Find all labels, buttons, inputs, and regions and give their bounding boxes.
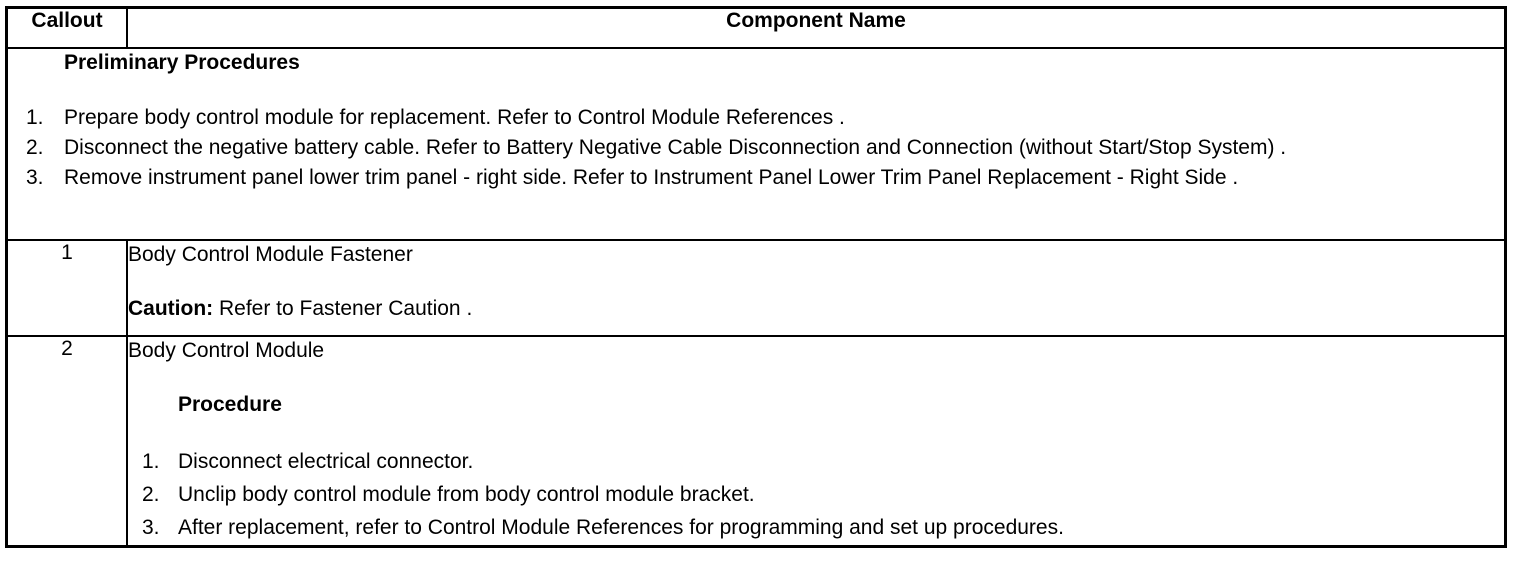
preliminary-title: Preliminary Procedures [64,51,300,74]
caution-text: Refer to Fastener Caution . [213,297,473,320]
step-text: Unclip body control module from body control module bracket. [178,483,755,506]
step-text: Disconnect electrical connector. [178,450,474,473]
table-row [7,240,1506,336]
preliminary-cell [7,48,1506,240]
callout-number: 2 [7,336,128,547]
step-number: 3. [142,516,160,539]
procedure-steps [128,445,1504,544]
step-number: 1. [26,106,44,129]
component-cell [127,336,1506,547]
preliminary-steps [8,103,1504,193]
caution-note [128,295,1504,323]
list-item [128,511,1504,544]
step-number: 2. [142,483,160,506]
list-item [8,133,1504,163]
preliminary-row [7,48,1506,240]
list-item [128,478,1504,511]
component-cell [127,240,1506,336]
table-row [7,336,1506,547]
table-header-row [7,8,1506,49]
list-item [128,445,1504,478]
component-name: Body Control Module Fastener [128,243,413,266]
step-number: 1. [142,450,160,473]
component-name: Body Control Module [128,339,325,362]
step-text: Remove instrument panel lower trim panel - right side. Refer to Instrument Panel Lower Trim Panel Replacement - Right Side . [64,166,1239,189]
step-number: 3. [26,166,44,189]
caution-label: Caution: [128,297,214,320]
list-item [8,103,1504,133]
callout-number: 1 [7,240,128,336]
step-text: After replacement, refer to Control Module References for programming and set up procedures. [178,516,1064,539]
procedure-title: Procedure [178,393,282,416]
list-item [8,163,1504,193]
step-number: 2. [26,136,44,159]
procedure-table [5,6,1507,548]
step-text: Disconnect the negative battery cable. Refer to Battery Negative Cable Disconnection and Connection (without Start/Stop System) . [64,136,1287,159]
header-callout: Callout [7,8,128,49]
step-text: Prepare body control module for replacement. Refer to Control Module References . [64,106,845,129]
header-component-name: Component Name [127,8,1506,49]
